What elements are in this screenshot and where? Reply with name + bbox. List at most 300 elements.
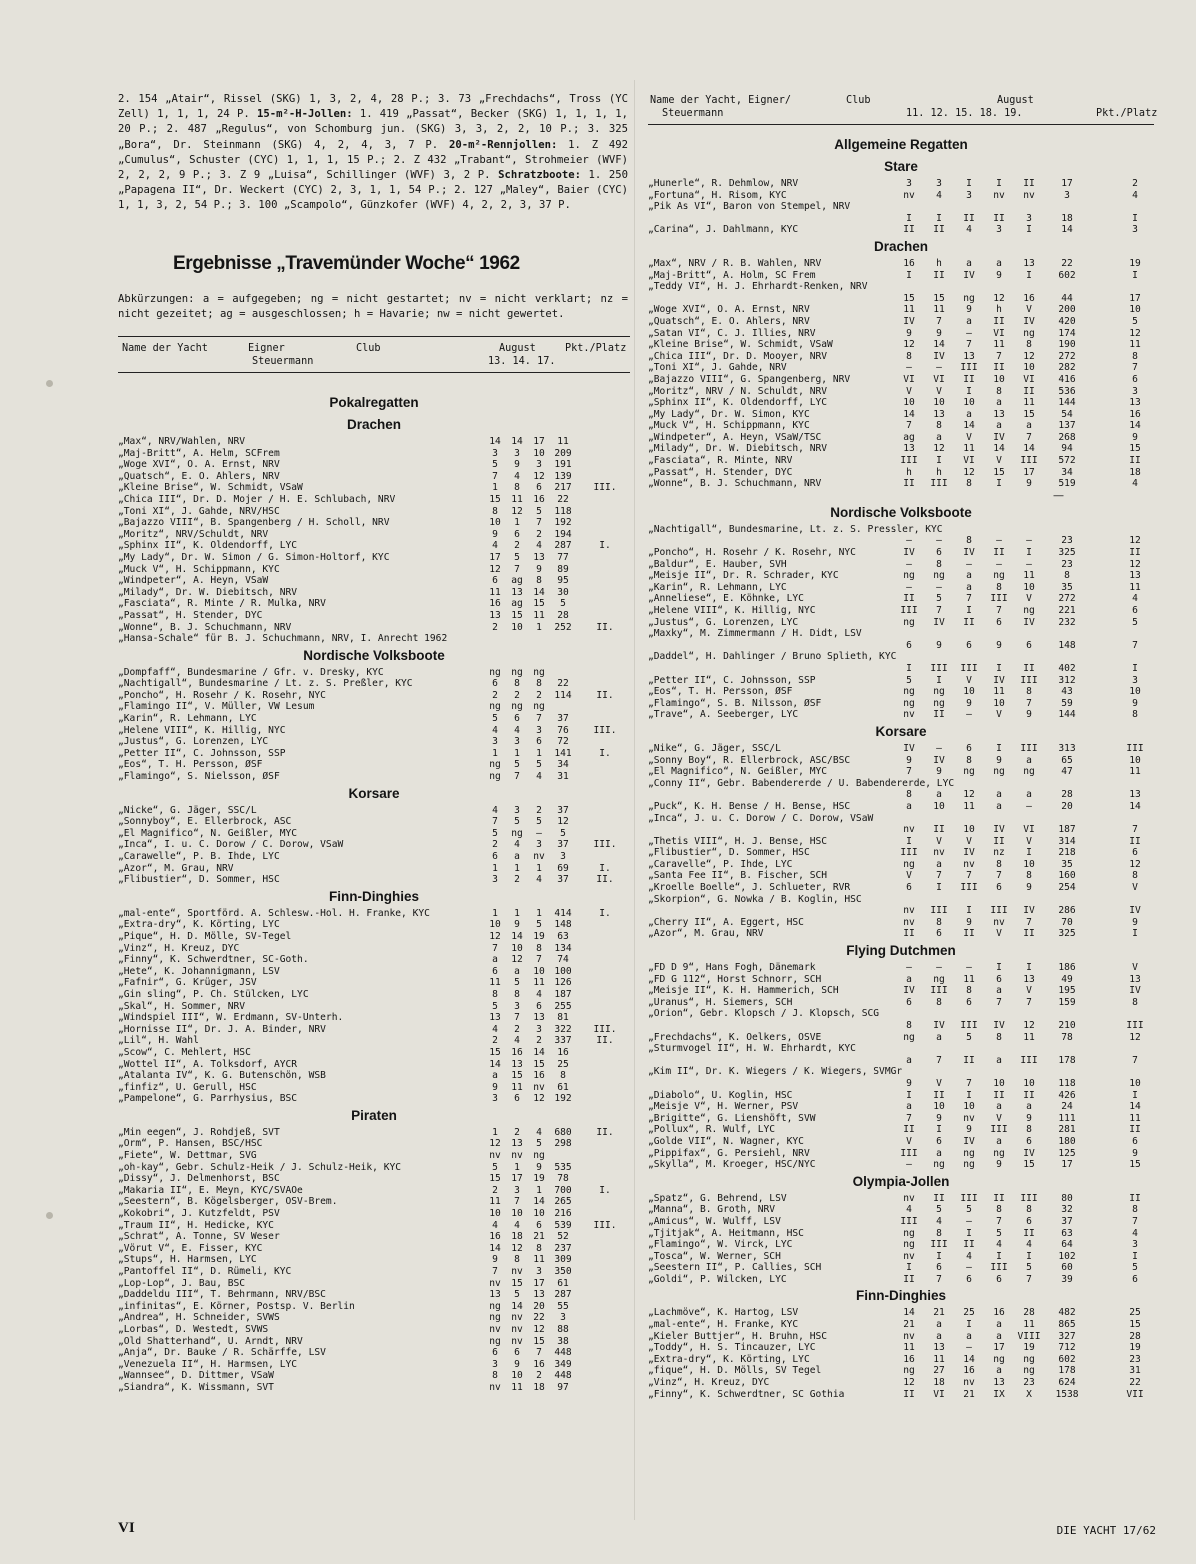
race-result: II bbox=[903, 593, 915, 605]
race-result: 11 bbox=[533, 1254, 545, 1266]
race-result: 314 bbox=[1058, 835, 1076, 847]
race-result: h bbox=[996, 304, 1002, 316]
race-result: II bbox=[903, 224, 915, 236]
race-result: VI bbox=[933, 373, 945, 385]
race-result: 16 bbox=[533, 1070, 545, 1082]
placing-value: 4 bbox=[1132, 189, 1138, 201]
result-row bbox=[648, 1032, 1154, 1044]
race-result: 9 bbox=[966, 304, 972, 316]
race-result: I bbox=[966, 385, 972, 397]
race-result: 141 bbox=[554, 747, 572, 759]
race-result: nv bbox=[903, 916, 915, 928]
race-result: 7 bbox=[514, 563, 520, 575]
race-result: 114 bbox=[554, 689, 572, 701]
race-result: 5 bbox=[936, 1204, 942, 1216]
race-result: 10 bbox=[489, 517, 501, 529]
yacht-entry: „Karin“, R. Lehmann, LYC bbox=[118, 713, 257, 725]
race-result: a bbox=[996, 1365, 1002, 1377]
race-result: 23 bbox=[1023, 1377, 1035, 1389]
result-row bbox=[118, 448, 630, 460]
race-result: 22 bbox=[1061, 257, 1073, 269]
result-row bbox=[118, 863, 630, 875]
race-result: 7 bbox=[492, 1266, 498, 1277]
result-row bbox=[648, 894, 1154, 906]
placing-value: 9 bbox=[1132, 697, 1138, 709]
placing-value: 31 bbox=[1129, 1365, 1141, 1377]
race-result: 4 bbox=[936, 1215, 942, 1227]
race-result: 5 bbox=[936, 593, 942, 605]
yacht-entry: „Fasciata“, R. Minte / R. Mulka, NRV bbox=[118, 598, 326, 610]
result-row bbox=[118, 1243, 630, 1255]
race-result: 209 bbox=[554, 447, 572, 459]
race-result: a bbox=[1026, 789, 1032, 801]
race-result: 9 bbox=[996, 1159, 1002, 1171]
race-result: 10 bbox=[963, 397, 975, 409]
race-result: — bbox=[966, 1262, 972, 1274]
race-result: 1 bbox=[492, 747, 498, 759]
race-result: a bbox=[996, 420, 1002, 432]
race-result: 12 bbox=[489, 930, 501, 942]
race-result: 43 bbox=[1061, 686, 1073, 698]
race-result: 16 bbox=[903, 257, 915, 269]
result-row bbox=[648, 836, 1154, 848]
race-result: 1 bbox=[514, 862, 520, 874]
placing-value: 8 bbox=[1132, 870, 1138, 882]
race-result: VI bbox=[933, 1388, 945, 1400]
result-row bbox=[118, 598, 630, 610]
result-row bbox=[118, 506, 630, 518]
result-row bbox=[648, 409, 1154, 421]
race-result: 4 bbox=[514, 839, 520, 851]
race-result: 4 bbox=[492, 1023, 498, 1035]
race-result: 6 bbox=[906, 996, 912, 1008]
race-result: V bbox=[936, 1077, 942, 1089]
race-result: V bbox=[1026, 304, 1032, 316]
race-result: 5 bbox=[536, 759, 542, 771]
race-result: 10 bbox=[489, 1208, 501, 1220]
placing-value: 8 bbox=[1132, 709, 1138, 721]
race-result: III bbox=[990, 1262, 1008, 1274]
yacht-entry: „Caravelle“, P. Ihde, LYC bbox=[648, 858, 793, 870]
race-result: 74 bbox=[557, 954, 569, 966]
race-result: 11 bbox=[533, 977, 545, 989]
result-row bbox=[118, 1024, 630, 1036]
race-result: 8 bbox=[966, 985, 972, 997]
result-row bbox=[118, 1347, 630, 1359]
race-result: 22 bbox=[557, 678, 569, 690]
yacht-entry: „Baldur“, E. Hauber, SVH bbox=[648, 558, 787, 570]
yacht-entry: „Atalanta IV“, K. G. Butenschön, WSB bbox=[118, 1070, 326, 1082]
race-result: 20 bbox=[533, 1300, 545, 1312]
placing-value: 12 bbox=[1129, 327, 1141, 339]
race-result: 37 bbox=[557, 874, 569, 886]
race-result: I bbox=[996, 178, 1002, 189]
race-result: 3 bbox=[996, 224, 1002, 236]
race-result: 7 bbox=[936, 1273, 942, 1285]
race-result: 10 bbox=[993, 697, 1005, 709]
race-result: 7 bbox=[936, 315, 942, 327]
result-row bbox=[118, 759, 630, 771]
yacht-entry: „Brigitte“, G. Lienshöft, SVW bbox=[648, 1112, 816, 1124]
race-result: 11 bbox=[511, 1081, 523, 1093]
result-row bbox=[648, 1307, 1154, 1319]
yacht-entry: „Azor“, M. Grau, NRV bbox=[118, 862, 234, 874]
race-result: I bbox=[966, 605, 972, 616]
result-row bbox=[648, 1113, 1154, 1125]
race-result: 14 bbox=[963, 420, 975, 432]
race-result: III bbox=[960, 1192, 978, 1204]
race-result: ng bbox=[903, 697, 915, 709]
result-row bbox=[648, 997, 1154, 1009]
race-result: 22 bbox=[557, 493, 569, 505]
race-result: 148 bbox=[554, 919, 572, 931]
result-row bbox=[648, 582, 1154, 594]
race-result: ng bbox=[933, 686, 945, 698]
race-result: 21 bbox=[903, 1319, 915, 1331]
yacht-entry: „Poncho“, H. Rosehr / K. Rosehr, NYC bbox=[648, 547, 856, 559]
yacht-entry: „Finny“, K. Schwerdtner, SC-Goth. bbox=[118, 954, 309, 966]
result-row bbox=[648, 640, 1154, 652]
header-name: Name der Yacht, Eigner/ bbox=[650, 95, 792, 106]
yacht-entry: „Lachmöve“, K. Hartog, LSV bbox=[648, 1307, 799, 1319]
header-owner: Eigner bbox=[248, 343, 285, 354]
race-result: IV bbox=[1023, 315, 1035, 327]
race-result: II bbox=[903, 928, 915, 940]
race-result: 7 bbox=[936, 870, 942, 882]
race-result: 17 bbox=[1061, 178, 1073, 189]
race-result: ng bbox=[489, 701, 501, 713]
race-result: 3 bbox=[966, 189, 972, 201]
race-result: a bbox=[966, 408, 972, 420]
yacht-entry: „Justus“, G. Lorenzen, LYC bbox=[118, 736, 269, 748]
race-result: 448 bbox=[554, 1370, 572, 1382]
race-result: IV bbox=[963, 847, 975, 859]
placing-value: 8 bbox=[1132, 996, 1138, 1008]
race-result: II bbox=[933, 269, 945, 281]
race-result: 325 bbox=[1058, 928, 1076, 940]
race-result: a bbox=[966, 581, 972, 593]
race-result: 13 bbox=[933, 1342, 945, 1354]
result-row bbox=[648, 1055, 1154, 1067]
race-result: 9 bbox=[514, 919, 520, 931]
placing-value: 13 bbox=[1129, 973, 1141, 985]
race-result: 4 bbox=[996, 1239, 1002, 1251]
placing-value: 10 bbox=[1129, 304, 1141, 316]
race-result: 13 bbox=[933, 408, 945, 420]
race-result: I bbox=[936, 1250, 942, 1262]
race-result: 12 bbox=[903, 339, 915, 351]
yacht-entry: „Lop-Lop“, J. Bau, BSC bbox=[118, 1277, 246, 1289]
result-row bbox=[118, 943, 630, 955]
yacht-entry: „Flibustier“, D. Sommer, HSC bbox=[648, 847, 810, 859]
race-result: 95 bbox=[557, 575, 569, 587]
result-row bbox=[118, 1185, 630, 1197]
race-result: 3 bbox=[536, 459, 542, 471]
footer-source: DIE YACHT 17/62 bbox=[1056, 1524, 1156, 1537]
race-result: 426 bbox=[1058, 1089, 1076, 1101]
header-club: Club bbox=[356, 343, 381, 354]
placing-value: 7 bbox=[1132, 1054, 1138, 1066]
race-result: 6 bbox=[492, 678, 498, 690]
result-row bbox=[118, 1266, 630, 1278]
race-result: 4 bbox=[536, 988, 542, 1000]
race-result: 1 bbox=[536, 862, 542, 874]
race-result: I bbox=[936, 674, 942, 686]
race-result: 14 bbox=[489, 1058, 501, 1070]
race-result: 6 bbox=[996, 1273, 1002, 1285]
yacht-entry: „Seestern II“, P. Callies, SCH bbox=[648, 1262, 822, 1274]
race-result: I bbox=[1026, 269, 1032, 281]
yacht-entry: „Pique“, H. D. Mölle, SV-Tegel bbox=[118, 930, 292, 942]
race-result: III bbox=[930, 1239, 948, 1251]
race-result: 539 bbox=[554, 1219, 572, 1231]
race-result: IV bbox=[993, 1020, 1005, 1031]
result-row bbox=[648, 478, 1154, 490]
race-result: 5 bbox=[560, 598, 566, 610]
race-result: I bbox=[966, 1227, 972, 1239]
yacht-entry: „Satan VI“, C. J. Illies, NRV bbox=[648, 327, 816, 339]
race-result: 49 bbox=[1061, 973, 1073, 985]
race-result: nv bbox=[511, 1335, 523, 1347]
race-result: 8 bbox=[936, 996, 942, 1008]
column-gutter bbox=[634, 80, 635, 1520]
race-result: 624 bbox=[1058, 1377, 1076, 1389]
race-result: 9 bbox=[996, 639, 1002, 651]
placing-value: 8 bbox=[1132, 1204, 1138, 1216]
race-result: 148 bbox=[1058, 639, 1076, 651]
result-row bbox=[648, 789, 1154, 801]
race-result: ng bbox=[489, 1312, 501, 1324]
yacht-entry: „Muck V“, H. Schippmann, KYC bbox=[118, 563, 280, 575]
yacht-entry: „Milady“, Dr. W. Diebitsch, NRV bbox=[648, 443, 828, 455]
yacht-entry: „Maxky“, M. Zimmermann / H. Didt, LSV bbox=[648, 628, 862, 640]
yacht-entry: „Diabolo“, U. Koglin, HSC bbox=[648, 1089, 793, 1101]
yacht-entry: „Kieler Buttjer“, H. Bruhn, HSC bbox=[648, 1330, 828, 1342]
race-result: 4 bbox=[492, 540, 498, 552]
race-result: 350 bbox=[554, 1266, 572, 1277]
race-result: 15 bbox=[489, 1046, 501, 1058]
placing-value: 14 bbox=[1129, 1101, 1141, 1113]
race-result: III bbox=[1020, 674, 1038, 686]
race-result: 12 bbox=[993, 292, 1005, 304]
race-result: 298 bbox=[554, 1138, 572, 1150]
race-result: h bbox=[936, 257, 942, 269]
result-row bbox=[648, 663, 1154, 675]
result-row bbox=[648, 339, 1154, 351]
yacht-entry: „Muck V“, H. Schippmann, KYC bbox=[648, 420, 810, 432]
race-result: 16 bbox=[533, 1358, 545, 1370]
class-heading-drachen: Drachen bbox=[346, 417, 402, 432]
race-result: 7 bbox=[996, 996, 1002, 1008]
result-row bbox=[118, 1359, 630, 1371]
race-result: 10 bbox=[963, 1101, 975, 1113]
yacht-entry: „Sonnyboy“, E. Ellerbrock, ASC bbox=[118, 816, 292, 828]
race-result: 11 bbox=[533, 609, 545, 621]
result-row bbox=[118, 1382, 630, 1394]
race-result: 61 bbox=[557, 1277, 569, 1289]
result-row bbox=[118, 966, 630, 978]
race-result: 9 bbox=[514, 1358, 520, 1370]
race-result: 178 bbox=[1058, 1365, 1076, 1377]
result-row bbox=[648, 293, 1154, 305]
race-result: nv bbox=[511, 1266, 523, 1277]
race-result: II bbox=[993, 547, 1005, 559]
race-result: a bbox=[996, 985, 1002, 997]
race-result: IV bbox=[933, 616, 945, 628]
race-result: 680 bbox=[554, 1126, 572, 1138]
race-result: 272 bbox=[1058, 593, 1076, 605]
race-result: 7 bbox=[996, 1215, 1002, 1227]
race-result: nv bbox=[533, 1081, 545, 1093]
race-result: I bbox=[966, 1319, 972, 1331]
punch-hole bbox=[46, 1212, 53, 1219]
race-result: 54 bbox=[1061, 408, 1073, 420]
race-result: 13 bbox=[1023, 257, 1035, 269]
placing-value: II bbox=[1129, 835, 1141, 847]
race-result: 3 bbox=[1064, 189, 1070, 201]
race-result: 4 bbox=[492, 1219, 498, 1231]
result-row bbox=[118, 713, 630, 725]
class-heading-olympia-jollen: Olympia-Jollen bbox=[852, 1173, 950, 1189]
race-result: nv bbox=[963, 858, 975, 870]
header-days: 11. 12. 15. 18. 19. bbox=[906, 108, 1023, 119]
race-result: 1 bbox=[514, 907, 520, 919]
header-month: August bbox=[997, 95, 1034, 106]
race-result: IV bbox=[963, 1135, 975, 1147]
race-result: VI bbox=[1023, 373, 1035, 385]
race-result: I bbox=[906, 1262, 912, 1274]
race-result: — bbox=[906, 1159, 912, 1171]
race-result: I bbox=[936, 882, 942, 894]
race-result: III bbox=[960, 882, 978, 894]
race-result: ng bbox=[903, 858, 915, 870]
race-result: III bbox=[1020, 455, 1038, 467]
race-result: 9 bbox=[492, 528, 498, 540]
race-result: 322 bbox=[554, 1023, 572, 1035]
race-result: 6 bbox=[1026, 1135, 1032, 1147]
race-result: 69 bbox=[557, 862, 569, 874]
result-row bbox=[118, 459, 630, 471]
race-result: 8 bbox=[492, 505, 498, 517]
placing-value: 15 bbox=[1129, 1159, 1141, 1171]
result-row bbox=[118, 1001, 630, 1013]
race-result: VIII bbox=[1017, 1330, 1041, 1342]
race-result: 19 bbox=[533, 1173, 545, 1185]
right-table-header bbox=[648, 94, 1158, 122]
yacht-entry: „Kokobri“, J. Kutzfeldt, PSV bbox=[118, 1208, 280, 1220]
race-result: 7 bbox=[966, 870, 972, 882]
yacht-entry: „Petter II“, C. Johnsson, SSP bbox=[648, 674, 816, 686]
race-result: ng bbox=[511, 701, 523, 713]
page-title: Ergebnisse „Travemünder Woche“ 1962 bbox=[173, 253, 520, 274]
race-result: 7 bbox=[1026, 697, 1032, 709]
race-result: a bbox=[936, 1319, 942, 1331]
race-result: a bbox=[996, 1135, 1002, 1147]
race-result: 8 bbox=[514, 678, 520, 690]
race-result: 8 bbox=[1026, 1204, 1032, 1216]
race-result: 272 bbox=[1058, 350, 1076, 362]
result-row bbox=[648, 675, 1154, 687]
placing-value: III. bbox=[593, 1219, 617, 1231]
race-result: 12 bbox=[963, 789, 975, 801]
race-result: III bbox=[930, 985, 948, 997]
race-result: 18 bbox=[511, 1231, 523, 1243]
race-result: ng bbox=[489, 771, 501, 783]
result-row bbox=[648, 628, 1154, 640]
result-row bbox=[118, 1093, 630, 1105]
race-result: 11 bbox=[963, 973, 975, 985]
race-result: a bbox=[906, 1101, 912, 1113]
race-result: 30 bbox=[557, 586, 569, 598]
race-result: 2 bbox=[492, 839, 498, 851]
race-result: 3 bbox=[536, 839, 542, 851]
placing-value: 4 bbox=[1132, 1227, 1138, 1239]
race-result: 255 bbox=[554, 1000, 572, 1012]
result-row bbox=[648, 905, 1154, 917]
race-result: 192 bbox=[554, 517, 572, 529]
race-result: nv bbox=[1023, 189, 1035, 201]
result-row bbox=[648, 190, 1154, 202]
class-heading: Schratzboote: bbox=[498, 169, 581, 182]
race-result: 5 bbox=[536, 919, 542, 931]
yacht-entry: „Flamingo“, W. Virck, LYC bbox=[648, 1239, 793, 1251]
left-results bbox=[118, 392, 630, 1394]
race-result: 12 bbox=[533, 1093, 545, 1105]
race-result: II bbox=[963, 373, 975, 385]
race-result: 2 bbox=[514, 689, 520, 701]
race-result: 178 bbox=[1058, 1054, 1076, 1066]
result-row bbox=[648, 1008, 1154, 1020]
result-row bbox=[648, 1319, 1154, 1331]
result-row bbox=[648, 1251, 1154, 1263]
race-result: IV bbox=[993, 674, 1005, 686]
race-result: II bbox=[1023, 178, 1035, 189]
race-result: 15 bbox=[903, 292, 915, 304]
race-result: 337 bbox=[554, 1035, 572, 1047]
race-result: II bbox=[993, 1192, 1005, 1204]
race-result: 6 bbox=[1026, 1215, 1032, 1227]
class-heading-finn-dinghies: Finn-Dinghies bbox=[329, 888, 419, 904]
result-row bbox=[648, 1101, 1154, 1113]
race-result: V bbox=[996, 709, 1002, 721]
race-result: — bbox=[1026, 800, 1032, 812]
result-row bbox=[118, 1150, 630, 1162]
result-row bbox=[648, 455, 1154, 467]
result-row bbox=[118, 564, 630, 576]
race-result: 8 bbox=[536, 575, 542, 587]
result-row bbox=[118, 771, 630, 783]
race-result: 4 bbox=[906, 1204, 912, 1216]
race-result: 38 bbox=[557, 1335, 569, 1347]
result-row bbox=[648, 985, 1154, 997]
yacht-entry: „Conny II“, Gebr. Babendererde / U. Babendererde, LYC bbox=[648, 777, 955, 789]
race-result: VI bbox=[963, 455, 975, 467]
race-result: 94 bbox=[1061, 443, 1073, 455]
placing-value: 7 bbox=[1132, 1215, 1138, 1227]
yacht-entry: „Traum II“, H. Hedicke, KYC bbox=[118, 1219, 274, 1231]
race-result: a bbox=[936, 1147, 942, 1159]
result-row bbox=[648, 213, 1154, 225]
yacht-entry: „Windpeter“, A. Heyn, VSaW/TSC bbox=[648, 431, 822, 443]
race-result: 10 bbox=[489, 919, 501, 931]
race-result: 9 bbox=[1026, 478, 1032, 490]
race-result: 21 bbox=[933, 1307, 945, 1319]
race-result: 10 bbox=[993, 1077, 1005, 1089]
race-result: ng bbox=[489, 1300, 501, 1312]
race-result: II bbox=[963, 212, 975, 224]
race-result: 9 bbox=[1026, 709, 1032, 721]
race-result: 5 bbox=[492, 827, 498, 839]
